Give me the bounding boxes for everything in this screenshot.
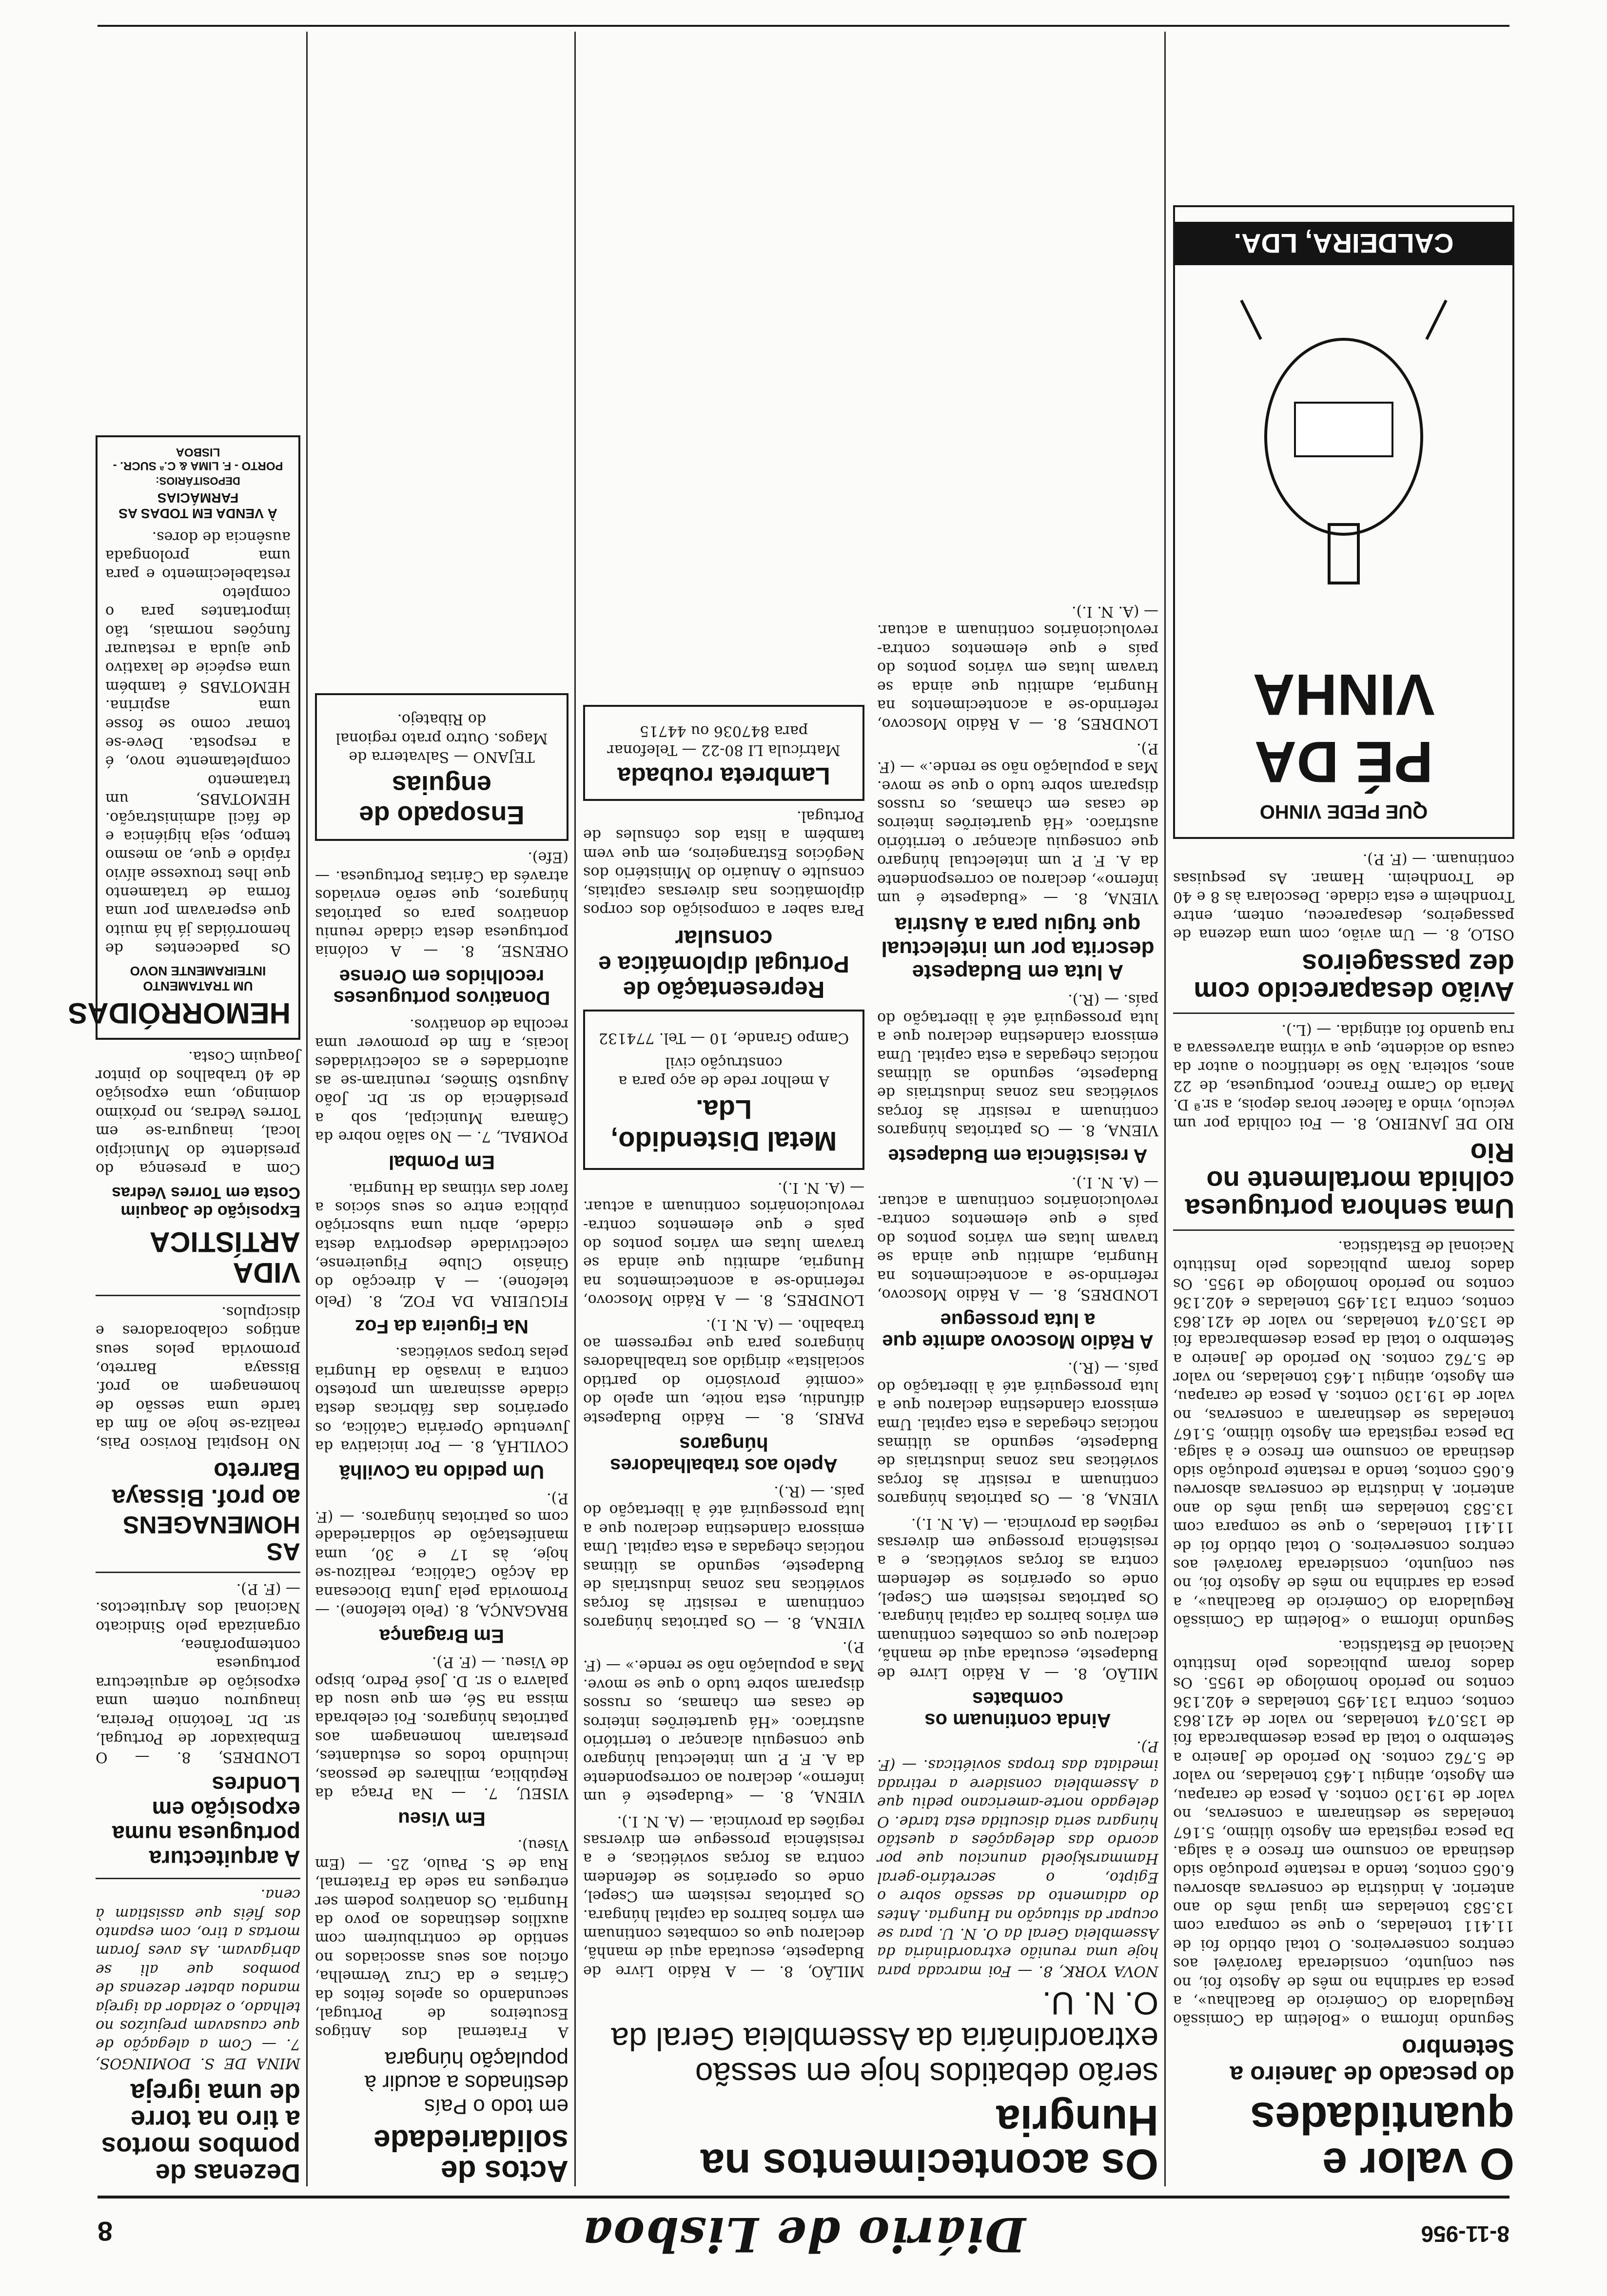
article-orense-body: ORENSE, 8. — A colónia portuguesa desta cidade reuniu donativos para os patriotas húngaros, que serão enviados através da Cáritas Portuguesa. — (Efe). (315, 849, 568, 960)
article-ny-body: NOVA YORK, 8. — Foi marcada para hoje uma reunião extraordinária da Assembleia Geral da O. N. U. para se ocupar da situação na Hungria. Antes do adiamento da sessão sobre o Egipto, o secretário-geral Hammarskjoeld anunciou que por acordo das delegações a questão húngara seria discutida esta tarde. O delegado norte-americano pediu que a Assembleia considere a retirada imediata das tropas soviéticas. — (F. P.). (877, 1738, 1158, 1980)
classified-lambreta-title: Lambreta roubada (617, 762, 830, 790)
subhead-pombal: Em Pombal (389, 1151, 495, 1173)
article-figueira-body: FIGUEIRA DA FOZ, 8. (Pelo telefone). — A direcção do Ginásio Clube Figueirense, colectividade desportiva desta cidade, abriu uma subscrição pública entre os seus sócios a favor das vítimas da Hungria. (315, 1180, 568, 1309)
headline-aviao: Avião desaparecido com dez passageiros (1194, 949, 1514, 1008)
masthead-page-number: 8 (98, 2216, 113, 2247)
hungary-column-a (877, 596, 1158, 1980)
subhead-combates: Ainda continuam os combates (924, 1688, 1111, 1731)
divider (1173, 1229, 1514, 1231)
article-intelectual-body: VIENA, 8. — «Budapeste é um inferno», declarou ao correspondente da A. F. P. um intelectual húngaro que conseguiu alcançar o território austríaco. «Há quarteirões inteiros de casas em chamas, os russos disparam sobre tudo o que se move. Mas a população não se rende.» — (F. P.). (877, 739, 1158, 907)
divider (96, 1878, 300, 1879)
divider (96, 1572, 300, 1574)
subhead-homenagens: AS HOMENAGENS ao prof. Bissaya Barreto (112, 1458, 300, 1566)
ad-hemotabs-footer-2: DEPOSITÁRIOS: (156, 475, 240, 487)
article-hungary-cont: MILÃO, 8. — A Rádio Livre de Budapeste, escutada aqui de manhã, declarou que os combates continuam em vários bairros da capital húngara. Os patriotas resistem em Csepel, onde os operários se defendem contra as forças soviéticas, e a resistência prossegue em diversas regiões da província. — (A. N. I.). (583, 1812, 864, 1980)
subhead-pescado: do pescado de Janeiro a Setembro (1230, 2034, 1514, 2089)
subhead-covilha: Um pedido na Covilhã (339, 1461, 545, 1483)
subhead-onu: serão debatidos hoje em sessão extraordinária da Assembleia Geral da O. N. U. (611, 1985, 1158, 2093)
article-pombos-body: MINA DE S. DOMINGOS, 7. — Com a alegação de que causavam prejuízos no telhado, o zelador da igreja mandou abater dezenas de pombos que ali se abrigavam. As aves foram mortas a tiro, com espanto dos fiéis que assistiam à cena. (96, 1886, 300, 2072)
hungary-columns (583, 596, 1158, 1980)
divider (1173, 1012, 1514, 1014)
article-rio-body: RIO DE JANEIRO, 8. — Foi colhida por um veículo, vindo a falecer horas depois, a sr.ª D. Maria do Carmo Franco, portuguesa, de 22 anos, solteira. Não se identificou o autor da causa do acidente, que a vítima atravessava a rua quando foi atingida. — (L.). (1173, 1021, 1514, 1132)
classified-lambreta-body: Matrícula LI 80-22 — Telefonar para 847036 ou 44715 (607, 722, 841, 759)
article-aviao-body: OSLO, 8. — Um avião, com uma dezena de passageiros, desapareceu, ontem, entre Trondheim e esta cidade. Descolara às 8 e 40 de Trondheim. Hamar. As pesquisas continuam. — (F. P.). (1173, 851, 1514, 943)
article-arquitectura-body: LONDRES, 8. — O Embaixador de Portugal, sr. Dr. Teotónio Pereira, inaugurou ontem uma exposição de arquitectura portuguesa contemporânea, organizada pelo Sindicato Nacional dos Arquitectos. — (F. P.). (96, 1580, 300, 1766)
ad-company: CALDEIRA, LDA. (1175, 222, 1512, 265)
column-fisheries (1173, 32, 1514, 2189)
article-combates-body-cont: VIENA, 8. — Os patriotas húngaros continuam a resistir às forças soviéticas nas zonas industriais de Budapeste, segundo as últimas notícias chegadas a esta capital. Uma emissora clandestina declarou que a luta prosseguirá até à libertação do país. — (R.). (877, 1359, 1158, 1508)
masthead-title: Diário de Lisboa (581, 2207, 1026, 2262)
article-hungary-cont-3: VIENA, 8. — Os patriotas húngaros continuam a resistir às forças soviéticas nas zonas industriais de Budapeste, segundo as últimas notícias chegadas a esta capital. Uma emissora clandestina declarou que a luta prosseguirá até à libertação do país. — (R.). (583, 1482, 864, 1631)
article-covilha-body: COVILHÃ, 8. — Por iniciativa da Juventude Operária Católica, os operários das fábricas desta cidade assinaram um protesto contra a invasão da Hungria pelas tropas soviéticas. (315, 1344, 568, 1455)
ad-brand: PÉ DA VINHA (1253, 662, 1435, 795)
article-intelectual-body-cont: LONDRES, 8. — A Rádio Moscovo, referindo-se a acontecimentos na Hungria, admitiu que ainda se travam lutas em vários pontos do país e que elementos contra-revolucionários continuam a actuar. — (A. N. I.). (877, 603, 1158, 733)
advertisement-hemotabs (68, 435, 300, 1040)
article-moscovo-body: LONDRES, 8. — A Rádio Moscovo, referindo-se a acontecimentos na Hungria, admitiu que ainda se travam lutas em vários pontos do país e que elementos contra-revolucionários continuam a actuar. — (A. N. I.). (877, 1173, 1158, 1303)
subhead-braganca: Em Bragança (379, 1625, 504, 1647)
article-fisheries-body: Segundo informa o «Boletim da Comissão Reguladora do Comércio de Bacalhau», a pesca da sardinha no mês de Agosto foi, no seu conjunto, considerada favorável aos centros conserveiros. O total obtido foi de 11.411 toneladas, o que se compara com 13.583 toneladas em igual mês do ano anterior. A indústria de conservas absorveu 6.065 contos, tendo a restante produção sido destinada ao consumo em fresco e à salga. Da pesca registada em Agosto último, 5.167 toneladas se destinaram a conservas, no valor de 19.130 contos. A pesca de carapau, em Agosto, atingiu 1.463 toneladas, no valor de 5.762 contos. No período de Janeiro a Setembro o total da pesca desembarcada foi de 135.074 toneladas, no valor de 421.863 contos, contra 131.495 toneladas e 402.136 contos no período homólogo de 1955. Os dados foram publicados pelo Instituto Nacional de Estatística. (1173, 1636, 1514, 2028)
column-solidarity (315, 32, 568, 2186)
advertisement-ensopado (315, 693, 568, 841)
ad-ensopado-title: Ensopado de enguias (359, 770, 525, 830)
ad-hemorroidas-subtitle: UM TRATAMENTO INTEIRAMENTE NOVO (130, 964, 266, 994)
headline-o-valor: O valor e quantidades (1250, 2093, 1514, 2189)
article-homenagens-body: No Hospital Rovisco Pais, realiza-se hoje ao fim da tarde uma sessão de homenagem ao prof. Bissaya Barreto, promovida pelos seus antigos colaboradores e discípulos. (96, 1303, 300, 1452)
article-hungary-cont-2: VIENA, 8. — «Budapeste é um inferno», declarou ao correspondente da A. F. P. um intelectual húngaro que conseguiu alcançar o território austríaco. «Há quarteirões inteiros de casas em chamas, os russos disparam sobre tudo o que se move. Mas a população não se rende.» — (F. P.). (583, 1638, 864, 1806)
classified-lambreta (583, 705, 864, 801)
subhead-populacao-hungara: em todo o País destinados a acudir à população húngara (364, 2047, 568, 2119)
article-joaquim-costa-body: Com a presença do presidente do Município local, inaugura-se em Torres Vedras, no próximo domingo, uma exposição de 40 trabalhos do pintor Joaquim Costa. (96, 1048, 300, 1177)
hungary-column-b (583, 596, 864, 1980)
column-miscellany (68, 32, 300, 2188)
masthead-rule (98, 2196, 1509, 2199)
column-rule (574, 32, 576, 2186)
article-pombal-body: POMBAL, 7. — No salão nobre da Câmara Municipal, sob a presidência do sr. Dr. João Augusto Simões, reuniram-se as autoridades e as colectividades locais, a fim de promover uma recolha de donativos. (315, 1015, 568, 1146)
subhead-representacao: Representação de Portugal diplomática e consular (598, 925, 849, 1003)
article-apelo-body: PARIS, 8. — Rádio Budapeste difundiu, esta noite, um apelo do «comité provisório do partido socialista» dirigido aos trabalhadores húngaros para que regressem ao trabalho. — (A. N. I.). (583, 1316, 864, 1427)
headline-senhora-portuguesa: Uma senhora portuguesa colhida mortalmente no Rio (1185, 1137, 1514, 1224)
ad-metal-text: A melhor rede de aço para a construção civil (618, 1054, 829, 1090)
advertisement-metal-distendido (583, 1010, 864, 1170)
subhead-viseu: Em Viseu (398, 1808, 486, 1830)
ad-hemotabs-footer-3: PORTO - F. LIMA & C.ª SUCR. - LISBOA (113, 446, 283, 473)
article-viseu-body: VISEU, 7. — Na Praça da República, milhares de pessoas, incluindo todos os estudantes, prestaram homenagem aos patriotas húngaros. Foi celebrada missa na Sé, em que usou da palavra o sr. D. José Pedro, bispo de Viseu. — (F. P.). (315, 1654, 568, 1802)
subhead-joaquim-costa: Exposição de Joaquim Costa em Torres Vedras (112, 1184, 300, 1221)
article-fraternal-body: A Fraternal dos Antigos Escuteiros de Portugal, secundando os apelos feitos da Cáritas e da Cruz Vermelha, oficiou aos seus associados no sentido de contribuírem com auxílios destinados ao povo da Hungria. Os donativos podem ser entregues na sede da Fraternal, Rua de S. Paulo, 25. — (Em Viseu). (315, 1836, 568, 2041)
subhead-arquitectura: A arquitectura portuguesa numa exposição em Londres (112, 1772, 300, 1871)
headline-pombos: Dezenas de pombos mortos a tiro na torre de uma igreja (101, 2078, 300, 2188)
ad-metal-address: Campo Grande, 10 — Tel. 774132 (598, 1029, 849, 1047)
headline-hungria: Os acontecimentos na Hungria (701, 2097, 1158, 2189)
article-braganca-body: BRAGANÇA, 8. (Pelo telefone). — Promovida pela Junta Diocesana da Acção Católica, realizou-se hoje, às 17 e 30, uma manifestação de solidariedade com os patriotas húngaros. — (F. P.). (315, 1489, 568, 1619)
ad-hemotabs-footer-1: À VENDA EM TODAS AS FARMÁCIAS (118, 490, 277, 522)
ad-metal-company: Metal Distendido, Lda. (610, 1094, 837, 1157)
ad-slogan: QUE PEDE VINHO (1259, 801, 1428, 823)
subhead-resistencia: A resistência em Budapeste (888, 1145, 1148, 1167)
wine-bottle-illustration (1197, 291, 1490, 642)
ad-hemorroidas-title: HEMORRÓIDAS (68, 997, 291, 1030)
divider (96, 1295, 300, 1296)
article-representacao-body: Para saber a composição dos corpos diplomáticos nas diversas capitais, consulte o Anuário do Ministério dos Negócios Estrangeiros, em que vem também a lista dos cônsules de Portugal. (583, 807, 864, 918)
article-resistencia-body: VIENA, 8. — Os patriotas húngaros continuam a resistir às forças soviéticas nas zonas industriais de Budapeste, segundo as últimas notícias chegadas a esta capital. Uma emissora clandestina declarou que a luta prosseguirá até à libertação do país. — (R.). (877, 991, 1158, 1139)
column-rule (306, 32, 308, 2186)
subhead-intelectual: A luta em Budapeste descrita por um intelectual que fugiu para a Áustria (881, 913, 1155, 985)
ad-ensopado-text: TEJANO — Salvaterra de Magos. Outro prato regional do Ribatejo. (335, 711, 548, 766)
ad-hemotabs-body: Os padecentes de hemorróidas já há muito que esperavam por uma forma de tratamento que lhes trouxesse alívio rápido e que, ao mesmo tempo, seja higiénica e de fácil administração. HEMOTABS, um tratamento completamente novo, é a resposta. Deve-se tomar como se fosse uma aspirina. HEMOTABS é também uma espécie de laxativo que ajuda a restaurar funções normais, tão importantes para o completo restabelecimento e para uma prolongada ausência de dores. (105, 528, 291, 957)
article-apelo-body-cont: LONDRES, 8. — A Rádio Moscovo, referindo-se a acontecimentos na Hungria, admitiu que ainda se travam lutas em vários pontos do país e que elementos contra-revolucionários continuam a actuar. — (A. N. I.). (583, 1179, 864, 1309)
column-rule (1164, 32, 1166, 2186)
column-hungary (583, 32, 1158, 2189)
article-fisheries-body-cont: Segundo informa o «Boletim da Comissão Reguladora do Comércio de Bacalhau», a pesca da sardinha no mês de Agosto foi, no seu conjunto, considerada favorável aos centros conserveiros. O total obtido foi de 11.411 toneladas, o que se compara com 13.583 toneladas em igual mês do ano anterior. A indústria de conservas absorveu 6.065 contos, tendo a restante produção sido destinada ao consumo em fresco e à salga. Da pesca registada em Agosto último, 5.167 toneladas se destinaram a conservas, no valor de 19.130 contos. A pesca de carapau, em Agosto, atingiu 1.463 toneladas, no valor de 5.762 contos. No período de Janeiro a Setembro o total da pesca desembarcada foi de 135.074 toneladas, no valor de 421.863 contos, contra 131.495 toneladas e 402.136 contos no período homólogo de 1955. Os dados foram publicados pelo Instituto Nacional de Estatística. (1173, 1238, 1514, 1630)
subhead-figueira: Na Figueira da Foz (355, 1315, 529, 1337)
bottom-rule (98, 25, 1509, 27)
subhead-vida-artistica: VIDA ARTÍSTICA (149, 1226, 300, 1289)
subhead-orense: Donativos portugueses recolhidos em Orense (333, 966, 550, 1009)
article-combates-body: MILÃO, 8. — A Rádio Livre de Budapeste, escutada aqui de manhã, declarou que os combates continuam em vários bairros da capital húngara. Os patriotas resistem em Csepel, onde os operários se defendem contra as forças soviéticas, e a resistência prossegue em diversas regiões da província. — (A. N. I.). (877, 1515, 1158, 1682)
masthead (98, 2203, 1509, 2267)
subhead-apelo: Apelo aos trabalhadores húngaros (610, 1433, 838, 1476)
advertisement-pe-da-vinha (1173, 205, 1514, 839)
masthead-date: 8-11-956 (1421, 2221, 1509, 2247)
subhead-moscovo: A Rádio Moscovo admite que a luta prossegue (882, 1309, 1154, 1352)
headline-solidariedade: Actos de solidariedade (373, 2123, 568, 2188)
